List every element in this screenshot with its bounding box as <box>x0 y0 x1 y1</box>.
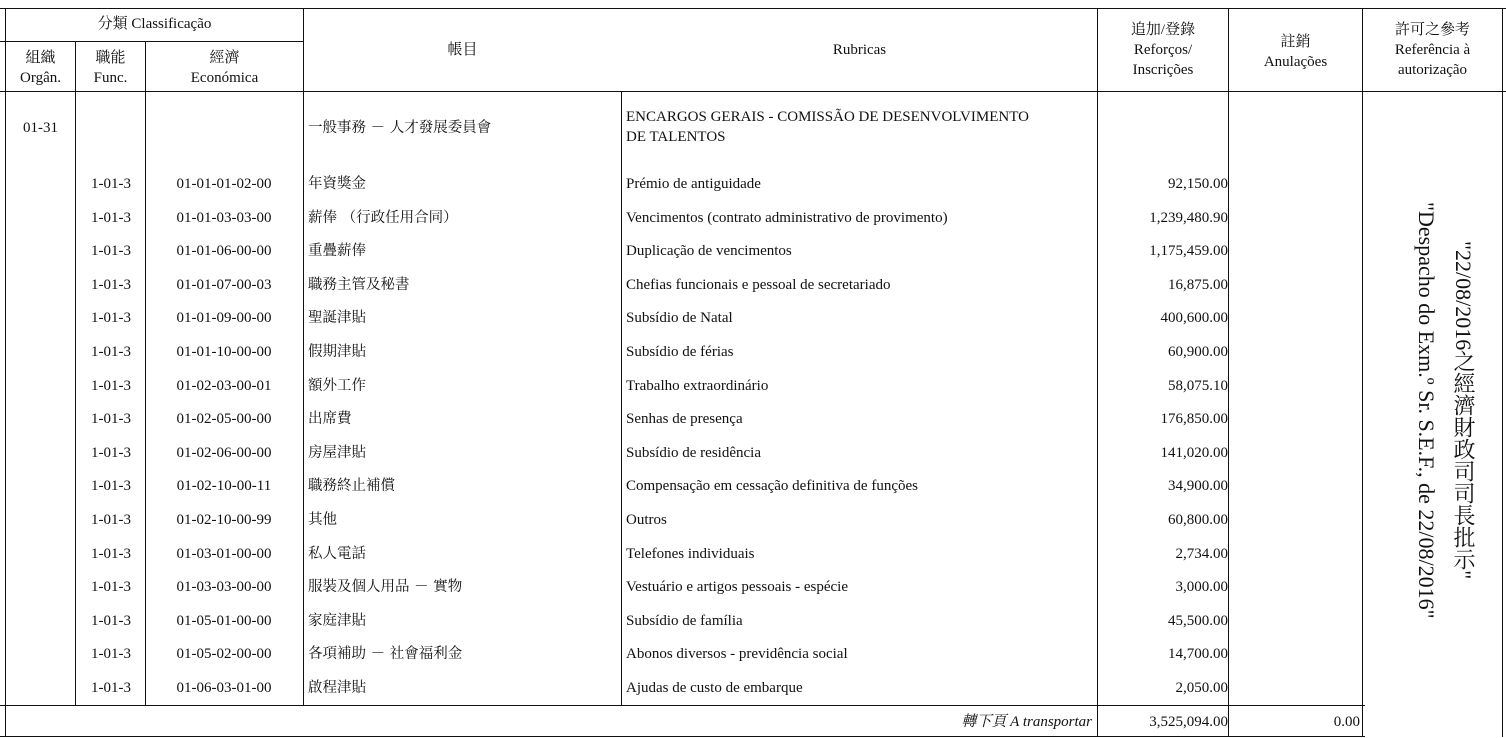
rubric-pt: Telefones individuais <box>626 545 755 562</box>
table-row <box>0 275 1506 305</box>
economic-code: 01-02-05-00-00 <box>176 411 272 428</box>
func-code: 1-01-3 <box>91 243 131 260</box>
economic-code: 01-01-01-02-00 <box>176 176 272 192</box>
table-row <box>0 611 1506 641</box>
reinforce-header-cn: 追加/登錄 <box>1130 22 1196 38</box>
func-header-pt: Func. <box>93 70 128 86</box>
func-code: 1-01-3 <box>91 579 131 596</box>
top-border <box>0 8 1506 9</box>
economic-code: 01-05-02-00-00 <box>176 646 272 663</box>
organ-header <box>6 48 75 88</box>
reinforce-amount: 34,900.00 <box>1168 478 1228 495</box>
func-code: 1-01-3 <box>91 612 131 629</box>
reinforce-amount: 1,239,480.90 <box>1149 209 1228 226</box>
cancel-header-cn: 註銷 <box>1280 34 1311 50</box>
reinforce-amount: 60,900.00 <box>1168 344 1228 360</box>
economic-code: 01-03-03-00-00 <box>176 579 272 596</box>
organ-header-cn: 組織 <box>25 50 56 66</box>
table-row <box>0 577 1506 607</box>
table-row <box>0 376 1506 406</box>
economic-code: 01-02-10-00-99 <box>176 512 272 528</box>
organ-title-cn: 一般事務 － 人才發展委員會 <box>308 120 492 136</box>
table-row <box>0 208 1506 238</box>
economic-code: 01-05-01-00-00 <box>176 612 272 629</box>
reference-header <box>1363 20 1502 80</box>
func-header <box>76 48 145 88</box>
reinforce-amount: 2,734.00 <box>1175 545 1228 562</box>
eco-header-pt: Económica <box>190 70 259 86</box>
organ-title-pt <box>626 107 1029 147</box>
rubric-cn: 啟程津貼 <box>308 680 366 696</box>
rubric-cn: 薪俸 （行政任用合同） <box>308 209 458 226</box>
func-code: 1-01-3 <box>91 276 131 293</box>
func-code: 1-01-3 <box>91 444 131 461</box>
reinforce-amount: 176,850.00 <box>1160 411 1228 428</box>
table-row <box>0 409 1506 439</box>
func-code: 1-01-3 <box>91 545 131 562</box>
economic-code: 01-01-10-00-00 <box>176 344 272 360</box>
classification-header: 分類 Classificação <box>97 16 212 32</box>
rubric-pt: Vestuário e artigos pessoais - espécie <box>626 579 849 596</box>
rubric-pt: Subsídio de férias <box>626 344 734 360</box>
authorization-reference <box>1388 115 1488 705</box>
reinforce-amount: 141,020.00 <box>1160 444 1228 461</box>
organ-code: 01-31 <box>23 120 58 136</box>
authorization-cn: "22/08/2016之經濟財政司司長批示" <box>1451 240 1476 580</box>
reinforce-amount: 92,150.00 <box>1168 176 1228 192</box>
table-row <box>0 644 1506 674</box>
reinforce-amount: 60,800.00 <box>1168 512 1228 528</box>
economic-code: 01-02-03-00-01 <box>176 377 272 394</box>
rubric-pt: Vencimentos (contrato administrativo de provimento) <box>626 209 948 226</box>
total-cancel: 0.00 <box>1333 714 1360 730</box>
rubric-pt: Compensação em cessação definitiva de funções <box>626 478 918 495</box>
rubric-cn: 房屋津貼 <box>308 444 366 461</box>
table-row <box>0 342 1506 372</box>
rubric-cn: 職務終止補償 <box>308 478 395 495</box>
func-code: 1-01-3 <box>91 176 131 192</box>
func-code: 1-01-3 <box>91 310 131 327</box>
header-bottom-border <box>0 91 1506 92</box>
rubric-pt: Outros <box>626 512 667 528</box>
func-code: 1-01-3 <box>91 512 131 528</box>
reference-header-cn: 許可之參考 <box>1394 22 1470 38</box>
func-code: 1-01-3 <box>91 209 131 226</box>
eco-header-cn: 經濟 <box>209 50 240 66</box>
table-row <box>0 510 1506 540</box>
rubric-pt: Trabalho extraordinário <box>626 377 769 394</box>
organ-title-pt-line1: ENCARGOS GERAIS - COMISSÃO DE DESENVOLVIMENTO <box>626 109 1029 125</box>
reinforce-amount: 45,500.00 <box>1168 612 1228 629</box>
bottom-border <box>0 736 1365 737</box>
authorization-pt: "Despacho do Exm.º Sr. S.E.F., de 22/08/2016" <box>1414 201 1439 619</box>
rubric-pt: Abonos diversos - previdência social <box>626 646 848 663</box>
rubric-header-cn: 帳目 <box>447 42 478 58</box>
rubric-cn: 額外工作 <box>308 377 366 394</box>
rubric-cn: 出席費 <box>308 411 352 428</box>
rubric-header-pt: Rubricas <box>832 42 887 58</box>
table-row <box>0 476 1506 506</box>
reinforce-header-pt2: Inscrições <box>1132 62 1194 78</box>
func-code: 1-01-3 <box>91 377 131 394</box>
func-code: 1-01-3 <box>91 478 131 495</box>
reinforce-amount: 2,050.00 <box>1175 680 1228 696</box>
rubric-pt: Subsídio de Natal <box>626 310 733 327</box>
reinforce-amount: 16,875.00 <box>1168 276 1228 293</box>
rubric-cn: 聖誕津貼 <box>308 310 366 327</box>
table-row <box>0 443 1506 473</box>
organ-title-pt-line2: DE TALENTOS <box>626 129 726 145</box>
reinforce-header-pt1: Reforços/ <box>1133 42 1193 58</box>
economic-code: 01-02-10-00-11 <box>176 478 272 495</box>
economic-code: 01-01-03-03-00 <box>176 209 272 226</box>
table-row <box>0 544 1506 574</box>
total-reinforce: 3,525,094.00 <box>1149 714 1228 730</box>
func-code: 1-01-3 <box>91 411 131 428</box>
reinforce-amount: 58,075.10 <box>1168 377 1228 394</box>
classification-divider <box>0 41 303 42</box>
rubric-pt: Subsídio de residência <box>626 444 761 461</box>
rubric-pt: Subsídio de família <box>626 612 743 629</box>
reinforce-amount: 3,000.00 <box>1175 579 1228 596</box>
rubric-cn: 服裝及個人用品 － 實物 <box>308 579 463 596</box>
table-row <box>0 174 1506 204</box>
rubric-pt: Duplicação de vencimentos <box>626 243 792 260</box>
table-row <box>0 308 1506 338</box>
rubric-cn: 家庭津貼 <box>308 612 366 629</box>
rubric-cn: 重疊薪俸 <box>308 243 366 260</box>
rubric-cn: 假期津貼 <box>308 344 366 360</box>
transport-label: 轉下頁 A transportar <box>961 714 1092 730</box>
rubric-cn: 各項補助 － 社會福利金 <box>308 646 463 663</box>
rubric-cn: 職務主管及秘書 <box>308 276 410 293</box>
func-code: 1-01-3 <box>91 646 131 663</box>
cancel-header-pt: Anulações <box>1263 54 1328 70</box>
table-row <box>0 241 1506 271</box>
table-row <box>0 678 1506 708</box>
rubric-cn: 年資獎金 <box>308 176 366 192</box>
rubric-cn: 私人電話 <box>308 545 366 562</box>
reinforce-amount: 14,700.00 <box>1168 646 1228 663</box>
rubric-pt: Prémio de antiguidade <box>626 176 761 192</box>
reinforce-header <box>1098 20 1228 80</box>
eco-header <box>146 48 303 88</box>
rubric-pt: Senhas de presença <box>626 411 743 428</box>
func-code: 1-01-3 <box>91 680 131 696</box>
economic-code: 01-03-01-00-00 <box>176 545 272 562</box>
reinforce-amount: 400,600.00 <box>1160 310 1228 327</box>
cancel-header <box>1229 32 1362 72</box>
func-header-cn: 職能 <box>95 50 126 66</box>
economic-code: 01-06-03-01-00 <box>176 680 272 696</box>
organ-header-pt: Orgân. <box>20 70 61 86</box>
economic-code: 01-01-06-00-00 <box>176 243 272 260</box>
rubric-pt: Ajudas de custo de embarque <box>626 680 803 696</box>
economic-code: 01-01-07-00-03 <box>176 276 272 293</box>
rubric-cn: 其他 <box>308 512 337 528</box>
reference-header-pt2: autorização <box>1397 62 1468 78</box>
reinforce-amount: 1,175,459.00 <box>1149 243 1228 260</box>
reference-header-pt1: Referência à <box>1394 42 1471 58</box>
economic-code: 01-01-09-00-00 <box>176 310 272 327</box>
func-code: 1-01-3 <box>91 344 131 360</box>
economic-code: 01-02-06-00-00 <box>176 444 272 461</box>
rubric-pt: Chefias funcionais e pessoal de secretariado <box>626 276 891 293</box>
